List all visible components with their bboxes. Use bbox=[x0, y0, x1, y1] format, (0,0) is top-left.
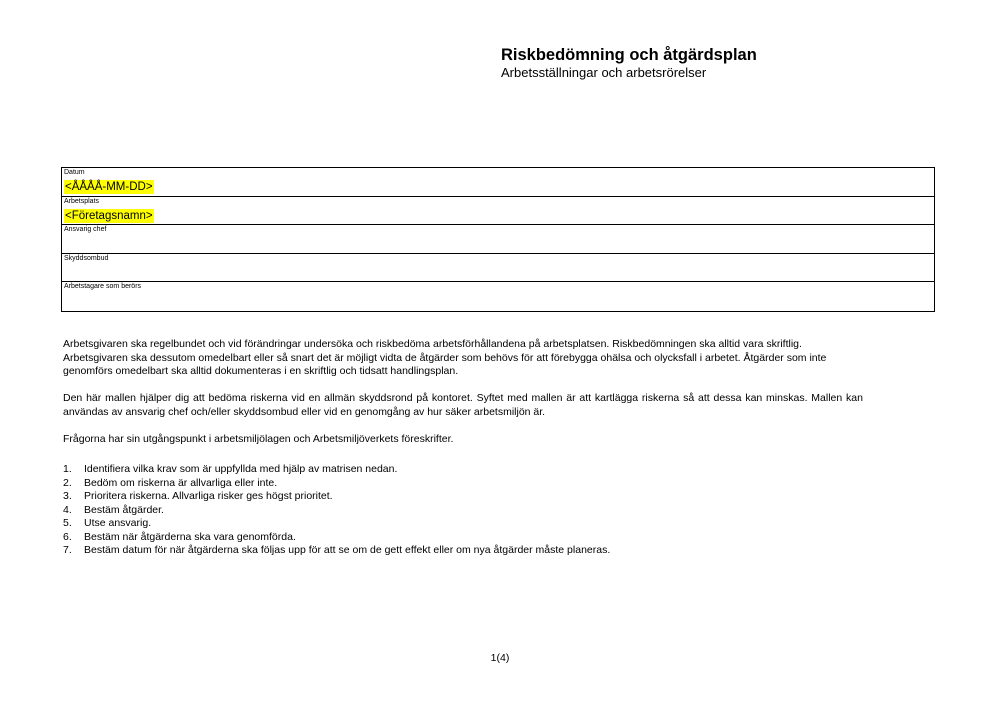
list-item bbox=[63, 517, 913, 531]
step-number: 6. bbox=[63, 530, 72, 543]
info-label: Skyddsombud bbox=[64, 254, 109, 262]
document-subtitle: Arbetsställningar och arbetsrörelser bbox=[501, 65, 707, 80]
document-title: Riskbedömning och åtgärdsplan bbox=[501, 46, 757, 64]
info-row-ansvarig-chef[interactable] bbox=[62, 225, 934, 254]
step-text: Bestäm när åtgärderna ska vara genomförda. bbox=[84, 530, 296, 543]
step-number: 2. bbox=[63, 476, 72, 489]
info-row-skyddsombud[interactable] bbox=[62, 254, 934, 283]
intro-paragraph: Frågorna har sin utgångspunkt i arbetsmiljölagen och Arbetsmiljöverkets föreskrifter. bbox=[63, 432, 454, 445]
document-header bbox=[501, 45, 757, 80]
info-row-datum[interactable] bbox=[62, 168, 934, 197]
step-text: Bedöm om riskerna är allvarliga eller inte. bbox=[84, 476, 278, 489]
info-label: Ansvarig chef bbox=[64, 226, 107, 234]
step-text: Identifiera vilka krav som är uppfyllda med hjälp av matrisen nedan. bbox=[84, 463, 398, 475]
list-item bbox=[63, 531, 913, 545]
intro-text bbox=[63, 338, 863, 460]
info-label: Datum bbox=[64, 169, 85, 176]
step-number: 7. bbox=[63, 544, 72, 556]
list-item bbox=[63, 504, 913, 518]
list-item bbox=[63, 463, 913, 477]
step-number: 4. bbox=[63, 503, 72, 516]
info-value-field[interactable]: <ÅÅÅÅ-MM-DD> bbox=[65, 181, 153, 193]
steps-list bbox=[63, 463, 913, 558]
step-text: Utse ansvarig. bbox=[84, 517, 152, 529]
step-text: Prioritera riskerna. Allvarliga risker ges högst prioritet. bbox=[84, 490, 333, 502]
step-text: Bestäm datum för när åtgärderna ska följas upp för att se om de gett effekt eller om nya åtgärder måste planeras. bbox=[84, 544, 611, 556]
info-value-field[interactable]: <Företagsnamn> bbox=[65, 209, 153, 222]
list-item bbox=[63, 544, 913, 558]
step-number: 3. bbox=[63, 490, 72, 502]
step-number: 1. bbox=[63, 463, 72, 475]
list-item bbox=[63, 477, 913, 491]
info-table bbox=[61, 167, 935, 312]
step-number: 5. bbox=[63, 517, 72, 529]
info-label: Arbetsplats bbox=[64, 197, 100, 205]
info-row-arbetsplats[interactable] bbox=[62, 197, 934, 226]
intro-paragraph: Arbetsgivaren ska regelbundet och vid förändringar undersöka och riskbedöma arbetsförhållandena på arbetsplatsen. Riskbedömningen ska alltid vara skriftlig. Arbetsgivaren ska dessutom omedelbart eller så snart det är möjligt vidta de åtgärder som behövs för att förebygga ohälsa och olycksfall i arbetet. Åtgärder som inte genomförs omedelbart ska alltid dokumenteras i en skriftlig och tidsatt handlingsplan. bbox=[63, 338, 827, 377]
step-text: Bestäm åtgärder. bbox=[84, 503, 164, 516]
info-label: Arbetstagare som berörs bbox=[64, 283, 142, 291]
intro-paragraph: Den här mallen hjälper dig att bedöma riskerna vid en allmän skyddsrond på kontoret. Syftet med mallen är att kartlägga riskerna så att dessa kan minskas. Mallen kan användas av ansvarig chef och/eller skyddsombud eller vid en genomgång av hur säker arbetsmiljön är. bbox=[63, 392, 863, 418]
info-row-arbetstagare[interactable] bbox=[62, 282, 934, 311]
list-item bbox=[63, 490, 913, 504]
page-number: 1(4) bbox=[490, 652, 510, 664]
